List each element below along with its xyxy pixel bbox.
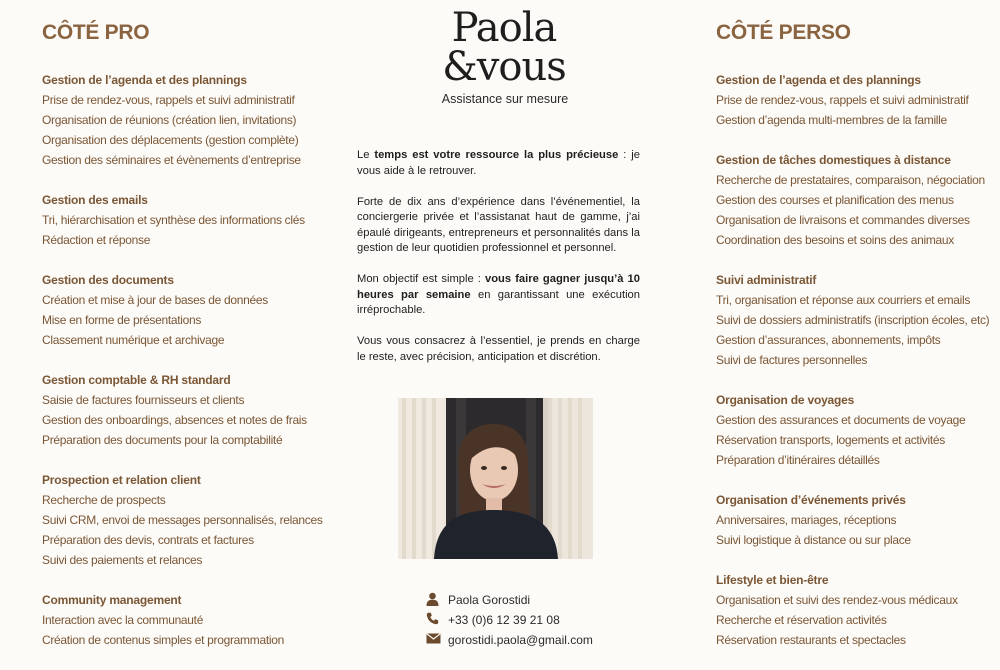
service-item: Préparation des documents pour la comptabilité xyxy=(42,433,283,447)
service-item: Organisation de réunions (création lien, invitations) xyxy=(42,113,297,127)
section-title: Organisation de voyages xyxy=(716,393,855,407)
service-item: Gestion d’agenda multi-membres de la famille xyxy=(716,113,947,127)
contact-block xyxy=(426,590,593,650)
section-title: Community management xyxy=(42,593,182,607)
service-item: Anniversaires, mariages, réceptions xyxy=(716,513,897,527)
service-section xyxy=(42,590,362,650)
intro-text xyxy=(357,148,640,381)
intro-paragraph-3 xyxy=(357,272,640,319)
service-item: Gestion des onboardings, absences et notes de frais xyxy=(42,413,307,427)
service-item: Réservation transports, logements et activités xyxy=(716,433,945,447)
portrait-illustration xyxy=(398,398,593,559)
contact-phone-row xyxy=(426,610,593,630)
service-item: Recherche et réservation activités xyxy=(716,613,887,627)
contact-phone[interactable]: +33 (0)6 12 39 21 08 xyxy=(448,613,560,627)
section-title: Suivi administratif xyxy=(716,273,817,287)
service-section xyxy=(42,370,362,450)
service-item: Gestion des séminaires et évènements d’entreprise xyxy=(42,153,301,167)
envelope-icon xyxy=(426,633,448,647)
service-item: Gestion des courses et planification des menus xyxy=(716,193,954,207)
service-item: Tri, organisation et réponse aux courriers et emails xyxy=(716,293,971,307)
section-title: Organisation d’événements privés xyxy=(716,493,906,507)
section-title: Gestion des emails xyxy=(42,193,148,207)
pro-sections xyxy=(42,70,362,670)
pro-title: CÔTÉ PRO xyxy=(42,21,150,44)
intro-paragraph-4: Vous vous consacrez à l’essentiel, je prends en charge le reste, avec précision, anticipation et discrétion. xyxy=(357,335,640,363)
section-title: Prospection et relation client xyxy=(42,473,201,487)
service-section xyxy=(716,150,1000,250)
service-item: Préparation d’itinéraires détaillés xyxy=(716,453,880,467)
person-icon xyxy=(426,592,448,609)
perso-sections xyxy=(716,70,1000,670)
intro-p3-text-c: en garantissant une exécution irréprochable. xyxy=(357,288,641,316)
tagline: Assistance sur mesure xyxy=(441,92,569,106)
section-title: Gestion de l’agenda et des plannings xyxy=(42,73,247,87)
portrait-photo xyxy=(398,398,593,559)
intro-p1-text-c: : je vous aide à le retrouver. xyxy=(357,149,640,177)
service-item: Classement numérique et archivage xyxy=(42,333,225,347)
service-section xyxy=(42,270,362,350)
service-item: Création et mise à jour de bases de données xyxy=(42,293,268,307)
section-title: Gestion comptable & RH standard xyxy=(42,373,231,387)
contact-email-row xyxy=(426,630,593,650)
contact-name: Paola Gorostidi xyxy=(448,593,531,607)
service-section xyxy=(716,570,1000,650)
section-title: Gestion de tâches domestiques à distance xyxy=(716,153,951,167)
service-item: Organisation des déplacements (gestion complète) xyxy=(42,133,299,147)
service-section xyxy=(716,390,1000,470)
service-item: Prise de rendez-vous, rappels et suivi administratif xyxy=(716,93,969,107)
service-item: Organisation de livraisons et commandes diverses xyxy=(716,213,970,227)
service-item: Coordination des besoins et soins des animaux xyxy=(716,233,954,247)
intro-paragraph-1 xyxy=(357,148,640,179)
intro-p1-bold: temps est votre ressource la plus précieuse xyxy=(374,149,619,161)
service-item: Recherche de prospects xyxy=(42,493,166,507)
intro-p3-bold: vous faire gagner jusqu’à 10 heures par semaine xyxy=(357,273,640,301)
service-item: Suivi logistique à distance ou sur place xyxy=(716,533,911,547)
section-title: Gestion des documents xyxy=(42,273,174,287)
service-item: Gestion d’assurances, abonnements, impôts xyxy=(716,333,941,347)
contact-email[interactable]: gorostidi.paola@gmail.com xyxy=(448,633,593,647)
logo-line-1: Paola xyxy=(451,5,557,51)
service-section xyxy=(42,470,362,570)
service-section xyxy=(42,190,362,250)
service-item: Préparation des devis, contrats et factures xyxy=(42,533,254,547)
phone-icon xyxy=(426,612,448,628)
logo xyxy=(434,5,574,90)
service-item: Rédaction et réponse xyxy=(42,233,151,247)
service-section xyxy=(716,490,1000,550)
service-item: Recherche de prestataires, comparaison, négociation xyxy=(716,173,985,187)
service-item: Suivi de dossiers administratifs (inscription écoles, etc) xyxy=(716,313,990,327)
perso-title: CÔTÉ PERSO xyxy=(716,21,851,44)
service-section xyxy=(716,270,1000,370)
service-item: Suivi CRM, envoi de messages personnalisés, relances xyxy=(42,513,323,527)
logo-line-2: &vous xyxy=(442,44,566,90)
service-item: Organisation et suivi des rendez-vous médicaux xyxy=(716,593,958,607)
contact-name-row xyxy=(426,590,593,610)
intro-p1-text-a: Le xyxy=(357,149,375,161)
intro-paragraph-2: Forte de dix ans d’expérience dans l’événementiel, la conciergerie privée et l’assistanat haut de gamme, j’ai épaulé dirigeants, entrepreneurs et personnalités dans la gestion de leur quotidien professionnel et personnel. xyxy=(357,195,640,254)
service-item: Réservation restaurants et spectacles xyxy=(716,633,906,647)
service-section xyxy=(42,70,362,170)
service-item: Suivi de factures personnelles xyxy=(716,353,868,367)
section-title: Gestion de l’agenda et des plannings xyxy=(716,73,921,87)
service-item: Suivi des paiements et relances xyxy=(42,553,203,567)
service-item: Saisie de factures fournisseurs et clients xyxy=(42,393,245,407)
service-item: Gestion des assurances et documents de voyage xyxy=(716,413,966,427)
service-item: Interaction avec la communauté xyxy=(42,613,204,627)
service-item: Prise de rendez-vous, rappels et suivi administratif xyxy=(42,93,295,107)
service-item: Tri, hiérarchisation et synthèse des informations clés xyxy=(42,213,305,227)
section-title: Lifestyle et bien-être xyxy=(716,573,829,587)
intro-p3-text-a: Mon objectif est simple : xyxy=(357,273,485,285)
service-item: Mise en forme de présentations xyxy=(42,313,202,327)
service-section xyxy=(716,70,1000,130)
service-item: Création de contenus simples et programmation xyxy=(42,633,284,647)
